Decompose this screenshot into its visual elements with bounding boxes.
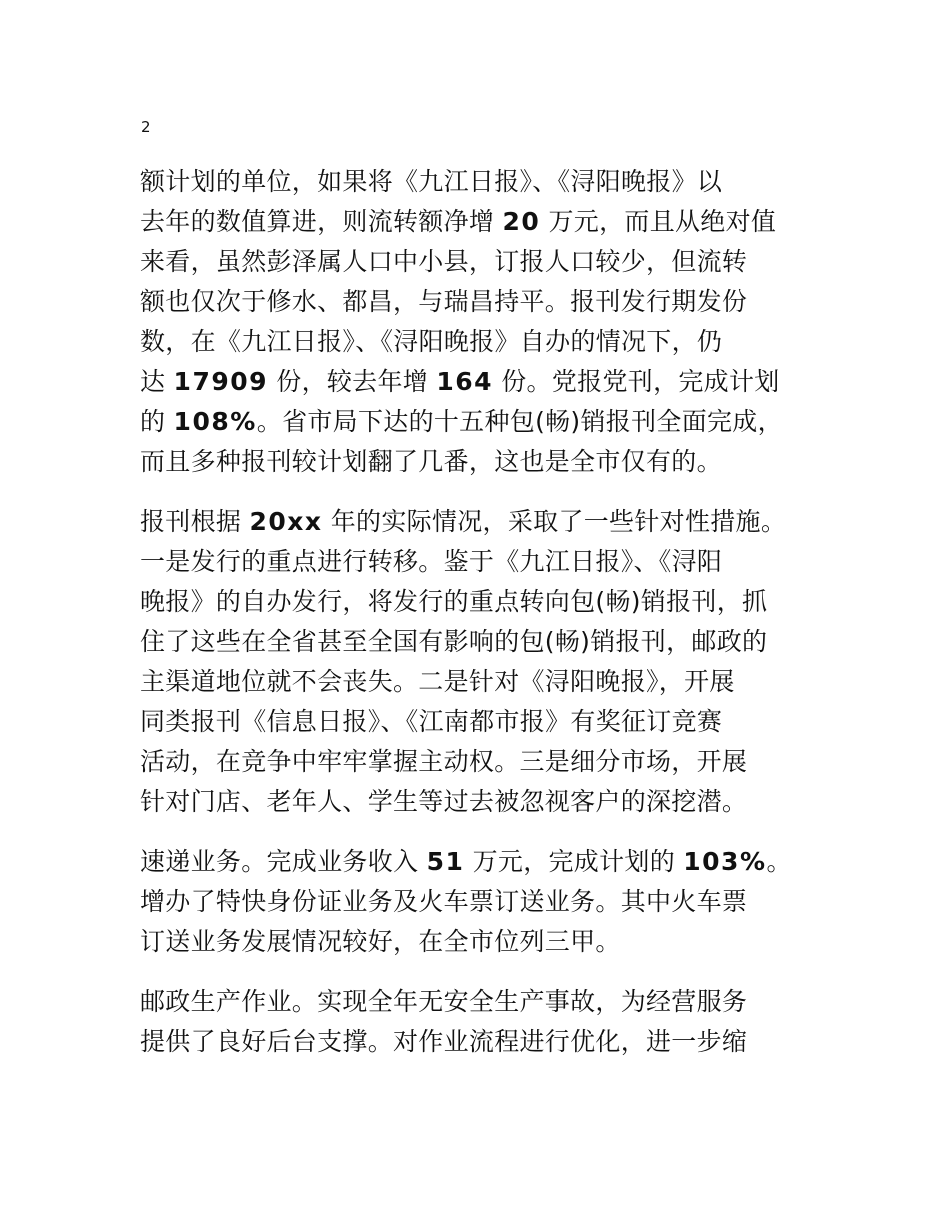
- text-segment: 万元，完成计划的: [464, 847, 684, 876]
- text-line: [140, 322, 820, 362]
- text-segment: 数，在《九江日报》、《浔阳晚报》自办的情况下，仍: [140, 327, 723, 356]
- text-segment: 而且多种报刊较计划翻了几番，这也是全市仅有的。: [140, 447, 722, 476]
- text-segment: 份。党报党刊，完成计划: [493, 367, 780, 396]
- text-line: [140, 882, 820, 922]
- text-segment: 住了这些在全省甚至全国有影响的包(畅)销报刊，邮政的: [140, 627, 768, 656]
- text-segment: 额计划的单位，如果将《九江日报》、《浔阳晚报》以: [140, 167, 723, 196]
- text-line: [140, 282, 820, 322]
- figure-value: 164: [436, 367, 494, 396]
- text-segment: 同类报刊《信息日报》、《江南都市报》有奖征订竞赛: [140, 707, 723, 736]
- text-segment: 活动，在竞争中牢牢掌握主动权。三是细分市场，开展: [140, 747, 748, 776]
- text-line: [140, 202, 820, 242]
- text-segment: 提供了良好后台支撑。对作业流程进行优化，进一步缩: [140, 1027, 748, 1056]
- figure-value: 20: [502, 207, 541, 236]
- text-segment: 一是发行的重点进行转移。鉴于《九江日报》、《浔阳: [140, 547, 723, 576]
- text-line: [140, 842, 820, 882]
- figure-value: 103%: [683, 847, 767, 876]
- paragraph: [140, 982, 820, 1062]
- figure-value: 51: [426, 847, 465, 876]
- text-line: [140, 702, 820, 742]
- body-text: [140, 162, 820, 1082]
- text-line: [140, 662, 820, 702]
- text-segment: 份，较去年增: [268, 367, 437, 396]
- text-line: [140, 782, 820, 822]
- text-line: [140, 362, 820, 402]
- figure-value: 20xx: [249, 507, 323, 536]
- text-line: [140, 1022, 820, 1062]
- text-segment: 邮政生产作业。实现全年无安全生产事故，为经营服务: [140, 987, 748, 1016]
- text-line: [140, 542, 820, 582]
- text-line: [140, 982, 820, 1022]
- text-line: [140, 742, 820, 782]
- figure-value: 17909: [173, 367, 269, 396]
- text-segment: 速递业务。完成业务收入: [140, 847, 427, 876]
- text-line: [140, 162, 820, 202]
- text-segment: 的: [140, 407, 174, 436]
- text-segment: 年的实际情况，采取了一些针对性措施。: [322, 507, 787, 536]
- text-segment: 晚报》的自办发行，将发行的重点转向包(畅)销报刊，抓: [140, 587, 768, 616]
- text-segment: 订送业务发展情况较好，在全市位列三甲。: [140, 927, 621, 956]
- text-line: [140, 582, 820, 622]
- text-segment: 去年的数值算进，则流转额净增: [140, 207, 503, 236]
- text-segment: 额也仅次于修水、都昌，与瑞昌持平。报刊发行期发份: [140, 287, 748, 316]
- text-line: [140, 442, 820, 482]
- text-line: [140, 622, 820, 662]
- text-line: [140, 922, 820, 962]
- text-segment: 达: [140, 367, 174, 396]
- page-number: 2: [141, 118, 151, 136]
- figure-value: 108%: [173, 407, 257, 436]
- text-segment: 报刊根据: [140, 507, 250, 536]
- text-segment: 针对门店、老年人、学生等过去被忽视客户的深挖潜。: [140, 787, 748, 816]
- paragraph: [140, 502, 820, 822]
- paragraph: [140, 162, 820, 482]
- text-segment: 来看，虽然彭泽属人口中小县，订报人口较少，但流转: [140, 247, 748, 276]
- text-segment: 增办了特快身份证业务及火车票订送业务。其中火车票: [140, 887, 748, 916]
- text-segment: 。省市局下达的十五种包(畅)销报刊全面完成，: [256, 407, 783, 436]
- text-segment: 万元，而且从绝对值: [540, 207, 777, 236]
- paragraph: [140, 842, 820, 962]
- text-segment: 。: [766, 847, 792, 876]
- text-segment: 主渠道地位就不会丧失。二是针对《浔阳晚报》，开展: [140, 667, 735, 696]
- text-line: [140, 402, 820, 442]
- text-line: [140, 242, 820, 282]
- text-line: [140, 502, 820, 542]
